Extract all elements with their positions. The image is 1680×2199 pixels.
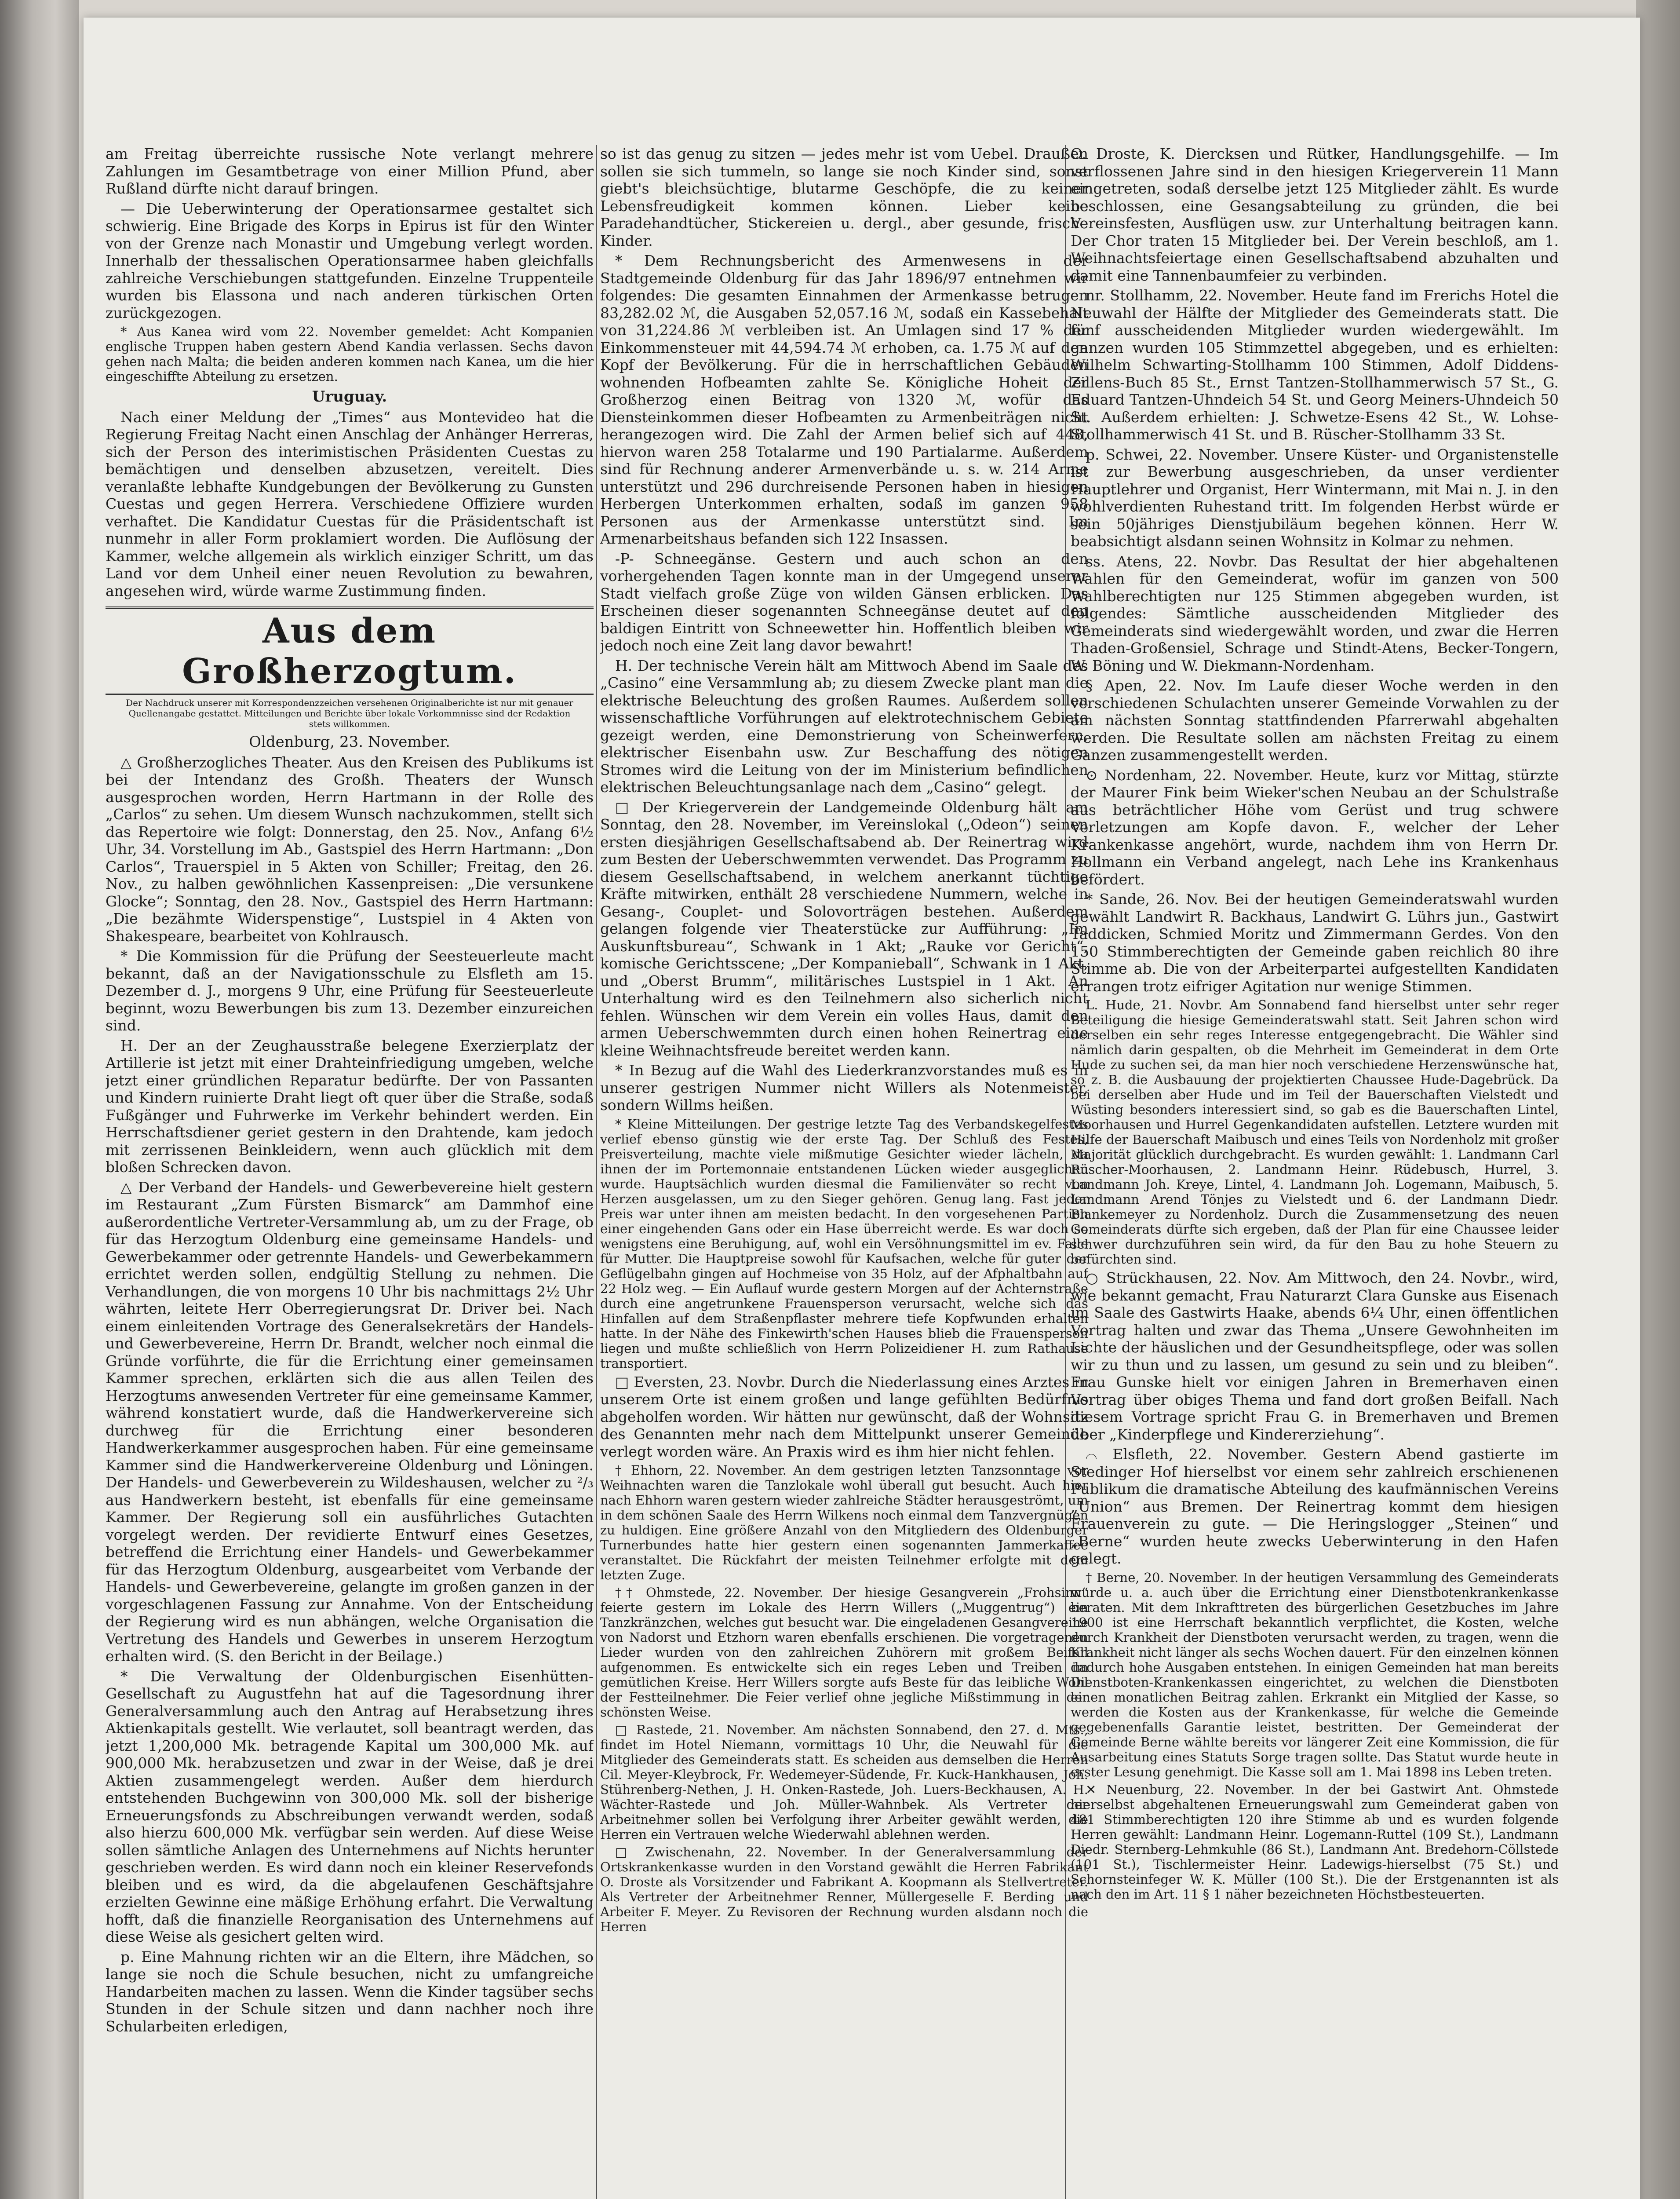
article-paragraph: †† Ohmstede, 22. November. Der hiesige Gesangverein „Frohsinn“ feierte gestern im Lokale des Herrn Willers („Muggentrug“) ein Tanzkränzchen, welches gut besucht war. Die eingeladenen Gesangvereine von Nadorst und Etzhorn waren ebenfalls erschienen. Die vorgetragenen Lieder wurden von den zahlreichen Zuhörern mit großem Beifall aufgenommen. Es entwickelte sich ein reges Leben und Treiben im gemütlichen Kreise. Herr Willers sorgte aufs Beste für das leibliche Wohl der Festteilnehmer. Die Feier verlief ohne jegliche Mißstimmung in der schönsten Weise. xyxy=(600,1585,1088,1720)
article-paragraph: ss. Atens, 22. Novbr. Das Resultat der hier abgehaltenen Wahlen für den Gemeinderat, wofür im ganzen von 500 Wahlberechtigten nur 125 Stimmen abgegeben wurden, ist folgendes: Sämtliche ausscheidenden Mitglieder des Gemeinderats sind wiedergewählt worden, und zwar die Herren Thaden-Großensiel, Schrage und Stindt-Atens, Becker-Tongern, W. Böning und W. Diekmann-Nordenham. xyxy=(1071,552,1559,674)
article-paragraph: H. Der technische Verein hält am Mittwoch Abend im Saale des „Casino“ eine Versammlung ab; zu diesem Zwecke plant man die elektrische Beleuchtung des großen Raumes. Außerdem sollen wissenschaftliche Vorführungen auf elektrotechnischem Gebiete gezeigt werden, eine Demonstrierung von Scheinwerfern, elektrischer Eisenbahn usw. Zur Beschaffung des nötigen Stromes wird die Leitung von der im Ministerium befindlichen elektrischen Beleuchtungsanlage nach dem „Casino“ gelegt. xyxy=(600,657,1088,796)
article-paragraph: — Die Ueberwinterung der Operationsarmee gestaltet sich schwierig. Eine Brigade des Korps in Epirus ist für den Winter von der Grenze nach Monastir und Umgebung verlegt worden. Innerhalb der thessalischen Operationsarmee haben gleichfalls zahlreiche Verschiebungen stattgefunden. Einzelne Truppenteile wurden bis Elassona und nach anderen türkischen Orten zurückgezogen. xyxy=(106,200,594,321)
column-2 xyxy=(600,145,1088,2199)
article-paragraph: ⌓ Elsfleth, 22. November. Gestern Abend gastierte im Stedinger Hof hierselbst vor einem sehr zahlreich erschienenen Publikum die dramatische Abteilung des kaufmännischen Vereins „Union“ aus Bremen. Der Reinertrag kommt dem hiesigen Frauenverein zu gute. — Die Heringslogger „Steinen“ und „Berne“ wurden heute zwecks Ueberwinterung in den Hafen gelegt. xyxy=(1071,1446,1559,1567)
article-paragraph: □ Rastede, 21. November. Am nächsten Sonnabend, den 27. d. Mts., findet im Hotel Niemann, vormittags 10 Uhr, die Neuwahl für die Mitglieder des Gemeinderats statt. Es scheiden aus demselben die Herren Cil. Meyer-Kleybrock, Fr. Wedemeyer-Südende, Fr. Kuck-Hankhausen, Joh. Stührenberg-Nethen, J. H. Onken-Rastede, Joh. Luers-Beckhausen, A. H. Wächter-Rastede und Joh. Müller-Wahnbek. Als Vertreter der Arbeitnehmer sollen bei Verfolgung ihrer Arbeiter gewählt werden, die Herren ein Vertrauen welche Wiederwahl ablehnen werden. xyxy=(600,1722,1088,1842)
article-paragraph: Nach einer Meldung der „Times“ aus Montevideo hat die Regierung Freitag Nacht einen Anschlag der Anhänger Herreras, sich der Person des interimistischen Präsidenten Cuestas zu bemächtigen und denselben abzusetzen, vereitelt. Dies veranlaßte lebhafte Kundgebungen der Bevölkerung zu Gunsten Cuestas und gegen Herrera. Verschiedene Offiziere wurden verhaftet. Die Kandidatur Cuestas für die Präsidentschaft ist nunmehr in aller Form proklamiert worden. Die Auflösung der Kammer, welche allgemein als wirklich einziger Schritt, um das Land vor dem Unheil einer neuen Revolution zu bewahren, angesehen wird, würde warme Zustimmung finden. xyxy=(106,408,594,599)
section-title: Aus dem Großherzogtum. xyxy=(182,611,517,691)
reprint-note: Der Nachdruck unserer mit Korrespondenzzeichen versehenen Originalberichte ist nur mit genauer Quellenangabe gestattet. Mitteilungen und Berichte über lokale Vorkommnisse sind der Redaktion stets willkommen. xyxy=(126,698,573,729)
article-paragraph: L. Hude, 21. Novbr. Am Sonnabend fand hierselbst unter sehr reger Beteiligung die hiesige Gemeinderatswahl statt. Seit Jahren schon wird derselben ein sehr reges Interesse entgegengebracht. Die Wähler sind nämlich darin gespalten, ob die Mehrheit im Gemeinderat in dem Orte Hude zu suchen sei, da man hier noch verschiedene Herzenswünsche hat, so z. B. die Ausbauung der projektierten Chaussee Hude-Dagebrück. Da bei derselben aber Hude und im Teil der Bauerschaften Vielstedt und Wüsting besonders interessiert sind, so gab es die Bauerschaften Lintel, Moorhausen und Hurrel Gegenkandidaten aufstellen. Letztere wurden mit Hilfe der Bauerschaft Maibusch und eines Teils von Nordenholz mit großer Majorität glücklich durchgebracht. Es wurden gewählt: 1. Landmann Carl Rüscher-Moorhausen, 2. Landmann Heinr. Rüdebusch, Hurrel, 3. Landmann Joh. Kreye, Lintel, 4. Landmann Joh. Logemann, Maibusch, 5. Landmann Arend Tönjes zu Vielstedt und 6. der Landmann Diedr. Blankemeyer zu Nordenholz. Durch die Zusammensetzung des neuen Gemeinderats dürfte sich ergeben, daß der Plan für eine Chaussee leider schwer durchzuführen sein wird, da für den Bau zu hohe Steuern zu befürchten sind. xyxy=(1071,997,1559,1267)
article-paragraph: * Sande, 26. Nov. Bei der heutigen Gemeinderatswahl wurden gewählt Landwirt R. Backhaus, Landwirt G. Lührs jun., Gastwirt Taddicken, Schmied Moritz und Zimmermann Gerdes. Von den 150 Stimmberechtigten der Gemeinde gaben reichlich 80 ihre Stimme ab. Die von der Arbeiterpartei aufgestellten Kandidaten errangen trotz eifriger Agitation nur wenige Stimmen. xyxy=(1071,891,1559,995)
article-paragraph: am Freitag überreichte russische Note verlangt mehrere Zahlungen im Gesamtbetrage von einer Million Pfund, aber Rußland dürfte nicht darauf bringen. xyxy=(106,145,594,197)
article-paragraph: p. Eine Mahnung richten wir an die Eltern, ihre Mädchen, so lange sie noch die Schule besuchen, nicht zu umfangreiche Handarbeiten machen zu lassen. Wenn die Kinder tagsüber sechs Stunden in der Schule sitzen und dann nachher noch ihre Schularbeiten erledigen, xyxy=(106,1948,594,2035)
article-paragraph: -P- Schneegänse. Gestern und auch schon an den vorhergehenden Tagen konnte man in der Umgegend unserer Stadt vielfach große Züge von wilden Gänsen erblicken. Das Erscheinen dieser sogenannten Schneegänse deutet auf den baldigen Eintritt von Schneewetter hin. Hoffentlich bleiben wir jedoch noch eine Zeit lang davor bewahrt! xyxy=(600,550,1088,654)
article-paragraph: * Die Kommission für die Prüfung der Seesteuerleute macht bekannt, daß an der Navigationsschule zu Elsfleth am 15. Dezember d. J., morgens 9 Uhr, eine Prüfung für Seesteuerleute beginnt, wozu Bewerbungen bis zum 13. Dezember einzureichen sind. xyxy=(106,947,594,1034)
scan-right-edge xyxy=(1636,0,1680,2199)
article-paragraph: * Kleine Mitteilungen. Der gestrige letzte Tag des Verbandskegelfestes verlief ebenso günstig wie der erste Tag. Der Schluß des Festes, Preisverteilung, machte viele mißmutige Gesichter wieder lächeln, da ihnen der im Portemonnaie entstandenen Lücken wieder ausgeglichen wurde. Hauptsächlich wurden diesmal die Familienväter so recht von Herzen ausgelassen, um zu den Sieger gehören. Genug lang. Fast jeder Preis war unter ihnen am meisten bedacht. In den vorgesehenen Partien einer eingehenden Gans oder ein Hase überreicht werde. Es war doch so wenigstens eine Beruhigung, auf, wohl ein Versöhnungsmittel im ev. Falle für Mutter. Die Hauptpreise sowohl für Kaufsachen, welche für guter der Geflügelbahn gingen auf Hochmeise von 35 Holz, auf der Afphaltbahn auf 22 Holz weg. — Ein Auflauf wurde gestern Morgen auf der Achternstraße durch eine angetrunkene Frauensperson verursacht, welche sich das Hinfallen auf dem Straßenpflaster mehrere tiefe Kopfwunden erhalten hatte. In der Nähe des Finkewirth'schen Hauses blieb die Frauensperson liegen und mußte schließlich von Herrn Polizeidiener H. zum Rathause transportiert. xyxy=(600,1116,1088,1371)
article-paragraph: □ Eversten, 23. Novbr. Durch die Niederlassung eines Arztes in unserem Orte ist einem großen und lange gefühlten Bedürfnis abgeholfen worden. Wir hätten nur gewünscht, daß der Wohnsitz des Genannten mehr nach dem Mittelpunkt unserer Gemeinde verlegt worden wäre. An Praxis wird es ihm hier nicht fehlen. xyxy=(600,1373,1088,1460)
article-paragraph: † Berne, 20. November. In der heutigen Versammlung des Gemeinderats wurde u. a. auch über die Errichtung einer Dienstbotenkrankenkasse beraten. Mit dem Inkrafttreten des bürgerlichen Gesetzbuches im Jahre 1900 ist eine Herrschaft bekanntlich verpflichtet, die Kosten, welche durch Krankheit der Dienstboten verursacht werden, zu tragen, wenn die Krankheit nicht länger als sechs Wochen dauert. Für den einzelnen können dadurch hohe Ausgaben entstehen. In einigen Gemeinden hat man bereits Dienstboten-Krankenkassen eingerichtet, zu welchen die Dienstboten einen monatlichen Beitrag zahlen. Erkrankt ein Mitglied der Kasse, so werden die Kosten aus der Krankenkasse, für welche die Gemeinde gegebenenfalls Garantie leistet, bestritten. Der Gemeinderat der Gemeinde Berne wählte bereits vor längerer Zeit eine Kommission, die für Ausarbeitung eines Statuts Sorge tragen sollte. Das Statut wurde heute in erster Lesung genehmigt. Die Kasse soll am 1. Mai 1898 ins Leben treten. xyxy=(1071,1570,1559,1779)
section-banner xyxy=(106,606,594,695)
article-paragraph: ✕ Neuenburg, 22. November. In der bei Gastwirt Ant. Ohmstede hierselbst abgehaltenen Erneuerungswahl zum Gemeinderat gaben von 481 Stimmberechtigten 120 ihre Stimme ab und es wurden folgende Herren gewählt: Landmann Heinr. Logemann-Ruttel (109 St.), Landmann Diedr. Sternberg-Lehmkuhle (86 St.), Landmann Ant. Bredehorn-Cöllstede (101 St.), Tischlermeister Heinr. Ladewigs-hierselbst (75 St.) und Schornsteinfeger W. K. Müller (100 St.). Die der Erstgenannten ist als nach den im Art. 11 § 1 näher bezeichneten Höchstbesteuerten. xyxy=(1071,1782,1559,1902)
scan-binding-edge xyxy=(0,0,79,2199)
article-paragraph: * Die Verwaltung der Oldenburgischen Eisenhütten-Gesellschaft zu Augustfehn hat auf die Tagesordnung ihrer Generalversammlung auch den Antrag auf Herabsetzung ihres Aktienkapitals gestellt. Wie verlautet, soll beantragt werden, das jetzt 1,200,000 Mk. betragende Kapital um 300,000 Mk. auf 900,000 Mk. herabzusetzen und zwar in der Weise, daß je drei Aktien zusammengelegt werden. Außer dem hierdurch entstehenden Buchgewinn von 300,000 Mk. soll der bisherige Erneuerungsfonds zu Abschreibungen verwandt werden, sodaß also hierzu 600,000 Mk. verfügbar sein werden. Auf diese Weise sollen sämtliche Anlagen des Unternehmens auf Nichts herunter geschrieben werden. Es wird dann noch ein kleiner Reservefonds bleiben und es wird, da die abgelaufenen Geschäftsjahre erzielten Gewinne eine mäßige Erhöhung erfahrt. Die Verwaltung hofft, daß die finanzielle Reorganisation des Unternehmens auf diese Weise als gesichert gelten wird. xyxy=(106,1667,594,1945)
dateline: Oldenburg, 23. November. xyxy=(249,733,450,751)
article-paragraph: □ Der Kriegerverein der Landgemeinde Oldenburg hält am Sonntag, den 28. November, im Vereinslokal („Odeon“) seinen ersten diesjährigen Gesellschaftsabend ab. Der Reinertrag wird zum Besten der Ueberschwemmten verwendet. Das Programm zu diesem Gesellschaftsabend, in welchem anerkannt tüchtige Kräfte mitwirken, enthält 28 verschiedene Nummern, welche in Gesang-, Couplet- und Solovorträgen bestehen. Außerdem gelangen folgende vier Theaterstücke zur Aufführung: „Im Auskunftsbureau“, Schwank in 1 Akt; „Rauke vor Gericht“, komische Gerichtsscene; „Der Kompanieball“, Schwank in 1 Akt, und „Oberst Brumm“, militärisches Lustspiel in 1 Akt. An Unterhaltung wird es den Teilnehmern also sicherlich nicht fehlen. Wünschen wir dem Verein ein volles Haus, damit den armen Ueberschwemmten durch einen hohen Reinertrag eine kleine Weihnachtsfreude bereitet werden kann. xyxy=(600,798,1088,1059)
article-paragraph: * In Bezug auf die Wahl des Liederkranzvorstandes muß es in unserer gestrigen Nummer nicht Willers als Notenmeister, sondern Willms heißen. xyxy=(600,1062,1088,1114)
article-paragraph: * Dem Rechnungsbericht des Armenwesens in der Stadtgemeinde Oldenburg für das Jahr 1896/97 entnehmen wir folgendes: Die gesamten Einnahmen der Armenkasse betrugen 83,282.02 ℳ, die Ausgaben 52,057.16 ℳ, sodaß ein Kassebehalt von 31,224.86 ℳ verbleiben ist. An Umlagen sind 17 % der Einkommensteuer mit 44,594.74 ℳ erhoben, ca. 1.75 ℳ auf den Kopf der Bevölkerung. Für die in herrschaftlichen Gebäuden wohnenden Hofbeamten zahlte Se. Königliche Hoheit der Großherzog einen Beitrag von 1320 ℳ, wofür das Diensteinkommen dieser Hofbeamten zu Armenbeiträgen nicht herangezogen wird. Die Zahl der Armen belief sich auf 448, hiervon waren 258 Totalarme und 190 Partialarme. Außerdem sind für Rechnung anderer Armenverbände u. s. w. 214 Arme unterstützt und 296 durchreisende Personen haben in hiesigen Herbergen Unterkommen erhalten, sodaß im ganzen 958 Personen aus der Armenkasse unterstützt sind. Im Armenarbeitshaus befanden sich 122 Insassen. xyxy=(600,252,1088,547)
section-heading: Uruguay. xyxy=(312,388,387,405)
article-paragraph: △ Der Verband der Handels- und Gewerbevereine hielt gestern im Restaurant „Zum Fürsten Bismarck“ am Dammhof eine außerordentliche Vertreter-Versammlung ab, um zu der Frage, ob für das Herzogtum Oldenburg eine gemeinsame Handels- und Gewerbekammer oder getrennte Handels- und Gewerbekammern errichtet werden sollen, endgültig Stellung zu nehmen. Die Verhandlungen, die von morgens 10 Uhr bis nachmittags 2½ Uhr währten, leitete Herr Oberregierungsrat Dr. Driver bei. Nach einem einleitenden Vortrage des Generalsekretärs der Handels- und Gewerbevereine, Herrn Dr. Brandt, welcher noch einmal die Gründe vorführte, die für die Errichtung einer gemeinsamen Kammer sprechen, erklärten sich die aus allen Teilen des Herzogtums anwesenden Vertreter für eine gemeinsame Kammer, während konstatiert wurde, daß die Handwerkervereine sich durchweg für die Errichtung einer besonderen Handwerkerkammer ausgesprochen haben. Für eine gemeinsame Kammer sind die Handwerkervereine Oldenburg und Löningen. Der Handels- und Gewerbeverein zu Wildeshausen, welcher zu ²/₃ aus Handwerkern besteht, ist ebenfalls für eine gemeinsame Kammer. Der Regierung soll ein ausführliches Gutachten vorgelegt werden. Der revidierte Entwurf eines Gesetzes, betreffend die Errichtung einer Handels- und Gewerbekammer für das Herzogtum Oldenburg, ausgearbeitet vom Verbande der Handels- und Gewerbevereine, gelangte im großen ganzen in der vorgeschlagenen Fassung zur Annahme. Von der Entscheidung der Regierung wird es nun abhängen, welche Organisation die Vertretung des Handels und Gewerbes in unserem Herzogtum erhalten wird. (S. den Bericht in der Beilage.) xyxy=(106,1178,594,1665)
column-1 xyxy=(106,145,594,2199)
article-paragraph: § Apen, 22. Nov. Im Laufe dieser Woche werden in den verschiedenen Schulachten unserer Gemeinde Vorwahlen zu der am nächsten Sonntag stattfindenden Pfarrerwahl abgehalten werden. Die Resultate sollen am nächsten Freitag zu einem Ganzen zusammengestellt werden. xyxy=(1071,677,1559,763)
article-paragraph: □ Zwischenahn, 22. November. In der Generalversammlung der Ortskrankenkasse wurden in den Vorstand gewählt die Herren Fabrikant O. Droste als Vorsitzender und Fabrikant A. Koopmann als Stellvertreter. Als Vertreter der Arbeitnehmer Renner, Müllergeselle F. Berding und Arbeiter F. Meyer. Zu Revisoren der Rechnung wurden alsdann noch die Herren xyxy=(600,1845,1088,1934)
article-paragraph: H. Der an der Zeughausstraße belegene Exerzierplatz der Artillerie ist jetzt mit einer Drahteinfriedigung umgeben, welche jetzt einer gründlichen Reparatur bedürfte. Der von Passanten und Kindern ruinierte Draht liegt oft quer über die Straße, sodaß Fußgänger und Fuhrwerke im Verkehr behindert werden. Ein Herrschaftsdiener geriet gestern in den Drahtende, kam jedoch mit zerrissenen Beinkleidern, wenn auch glücklich mit dem bloßen Schrecken davon. xyxy=(106,1037,594,1176)
article-paragraph: † Ehhorn, 22. November. An dem gestrigen letzten Tanzsonntage vor Weihnachten waren die Tanzlokale wohl überall gut besucht. Auch hier nach Ehhorn waren gestern wieder zahlreiche Städter herausgeströmt, um in dem schönen Saale des Herrn Wilkens noch einmal dem Tanzvergnügen zu huldigen. Eine größere Anzahl von den Mitgliedern des Oldenburger Turnerbundes hatte hier gestern einen sogenannten Jammerkaffee veranstaltet. Die Rückfahrt der meisten Teilnehmer erfolgte mit dem letzten Zuge. xyxy=(600,1463,1088,1582)
article-paragraph: △ Großherzogliches Theater. Aus den Kreisen des Publikums ist bei der Intendanz des Großh. Theaters der Wunsch ausgesprochen worden, Herrn Hartmann in der Rolle des „Carlos“ zu sehen. Um diesem Wunsch nachzukommen, stellt sich das Repertoire wie folgt: Donnerstag, den 25. Nov., Anfang 6½ Uhr, 34. Vorstellung im Ab., Gastspiel des Herrn Hartmann: „Don Carlos“, Trauerspiel in 5 Akten von Schiller; Freitag, den 26. Nov., zu halben gewöhnlichen Kassenpreisen: „Die versunkene Glocke“; Sonntag, den 28. Nov., Gastspiel des Herrn Hartmann: „Die bezähmte Widerspenstige“, Lustspiel in 4 Akten von Shakespeare, bearbeitet von Kohlrausch. xyxy=(106,753,594,945)
column-rule xyxy=(596,145,597,2199)
article-paragraph: p. Schwei, 22. November. Unsere Küster- und Organistenstelle ist zur Bewerbung ausgeschrieben, da unser verdienter Hauptlehrer und Organist, Herr Wintermann, mit Mai n. J. in den wohlverdienten Ruhestand tritt. Im folgenden Herbst würde er sein 50jähriges Dienstjubiläum begehen können. Herr W. beabsichtigt alsdann seinen Wohnsitz in Kolmar zu nehmen. xyxy=(1071,446,1559,550)
article-paragraph: ○ Strückhausen, 22. Nov. Am Mittwoch, den 24. Novbr., wird, wie bekannt gemacht, Frau Naturarzt Clara Gunske aus Eisenach im Saale des Gastwirts Haake, abends 6¼ Uhr, einen öffentlichen Vortrag halten und zwar das Thema „Unsere Gewohnheiten im Lichte der häuslichen und der Gesundheitspflege, oder was sollen wir zu thun und zu lassen, um gesund zu sein und zu bleiben“. Frau Gunske hielt vor einigen Jahren in Bremerhaven einen Vortrag über obiges Thema und fand dort großen Beifall. Nach diesem Vortrage spricht Frau G. in Bremerhaven und Bremen über „Kinderpflege und Kindererziehung“. xyxy=(1071,1269,1559,1443)
article-paragraph: nr. Stollhamm, 22. November. Heute fand im Frerichs Hotel die Neuwahl der Hälfte der Mitglieder des Gemeinderats statt. Die fünf ausscheidenden Mitglieder wurden wiedergewählt. Im ganzen wurden 105 Stimmzettel abgegeben, und es erhielten: Wilhelm Schwarting-Stollhamm 100 Stimmen, Adolf Diddens-Zillens-Buch 85 St., Ernst Tantzen-Stollhammerwisch 57 St., G. Eduard Tantzen-Uhndeich 54 St. und Georg Meiners-Uhndeich 50 St. Außerdem erhielten: J. Schwetze-Esens 42 St., W. Lohse-Stollhammerwisch 41 St. und B. Rüscher-Stollhamm 33 St. xyxy=(1071,287,1559,443)
article-paragraph: ⊙ Nordenham, 22. November. Heute, kurz vor Mittag, stürzte der Maurer Fink beim Wieker'schen Neubau an der Schulstraße aus beträchtlicher Höhe vom Gerüst und trug schwere Verletzungen am Kopfe davon. F., welcher der Leher Krankenkasse angehört, wurde, nachdem ihm von Herrn Dr. Hollmann ein Verband angelegt, nach Lehe ins Krankenhaus befördert. xyxy=(1071,766,1559,888)
column-3 xyxy=(1071,145,1559,2199)
article-paragraph: O. Droste, K. Diercksen und Rütker, Handlungsgehilfe. — Im verflossenen Jahre sind in den hiesigen Kriegerverein 11 Mann eingetreten, sodaß derselbe jetzt 125 Mitglieder zählt. Es wurde beschlossen, eine Gesangsabteilung zu gründen, die bei Vereinsfesten, Ausflügen usw. zur Unterhaltung beitragen kann. Der Chor traten 15 Mitglieder bei. Der Verein beschloß, am 1. Weihnachtsfeiertage einen Gesellschaftsabend abzuhalten und damit eine Tannenbaumfeier zu verbinden. xyxy=(1071,145,1559,284)
article-paragraph: so ist das genug zu sitzen — jedes mehr ist vom Uebel. Draußen sollen sie sich tummeln, so lange sie noch Kinder sind, sonst giebt's bleichsüchtige, blutarme Geschöpfe, die zu keiner Lebensfreudigkeit kommen können. Lieber keine Paradehandtücher, Stickereien u. dergl., aber gesunde, frische Kinder. xyxy=(600,145,1088,249)
article-paragraph: * Aus Kanea wird vom 22. November gemeldet: Acht Kompanien englische Truppen haben gestern Abend Kandia verlassen. Sechs davon gehen nach Malta; die beiden anderen kommen nach Kanea, um die hier eingeschiffte Abteilung zu ersetzen. xyxy=(106,324,594,384)
